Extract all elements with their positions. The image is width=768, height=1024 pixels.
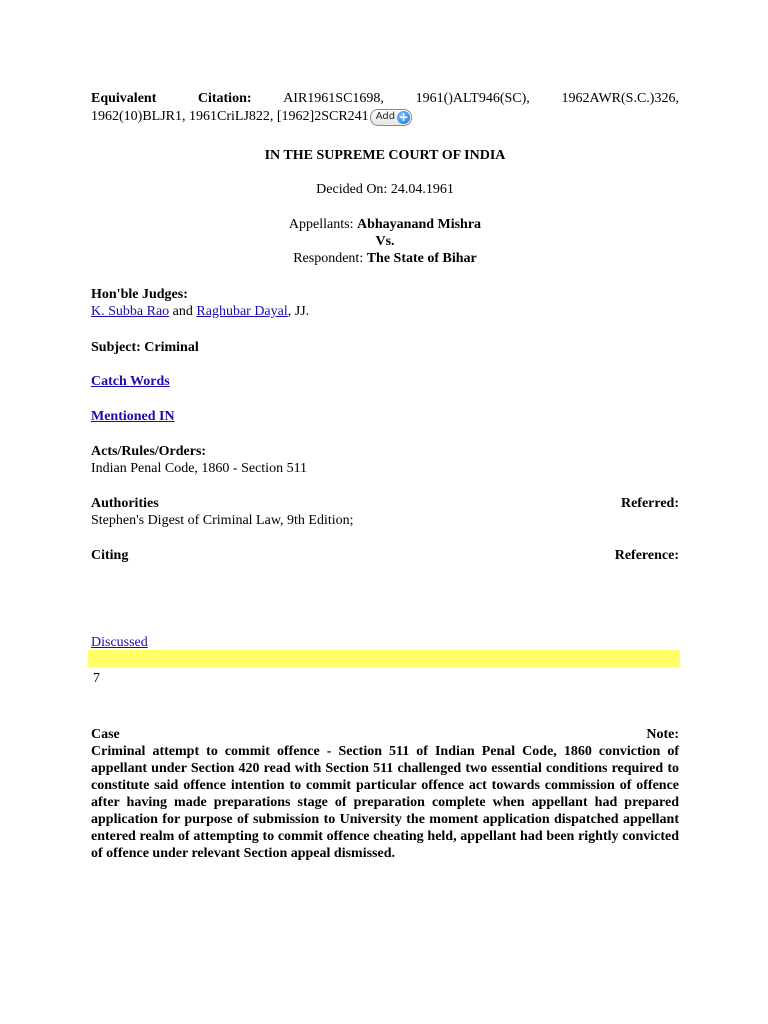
- citation-item: 1962AWR(S.C.)326,: [561, 91, 679, 106]
- citing-section: [91, 547, 679, 564]
- judges-section: [91, 286, 679, 320]
- appellants-name: Abhayanand Mishra: [356, 217, 482, 232]
- appellants-line: [91, 216, 679, 233]
- respondent-name: The State of Bihar: [366, 251, 477, 266]
- judge-link[interactable]: Raghubar Dayal: [196, 304, 288, 319]
- plus-circle-icon: +: [398, 109, 409, 124]
- catch-words-section: [91, 373, 679, 390]
- equivalent-citation: [91, 90, 679, 126]
- citation-line-2: [91, 108, 679, 126]
- authorities-section: [91, 495, 679, 529]
- citation-item: AIR1961SC1698,: [283, 91, 384, 106]
- citing-left: Citing: [91, 548, 129, 563]
- highlight-bar: [88, 650, 680, 667]
- judge-link[interactable]: K. Subba Rao: [91, 304, 170, 319]
- case-note-left: Case: [91, 727, 120, 742]
- mentioned-in-link[interactable]: Mentioned IN: [91, 409, 175, 424]
- discussed-count: 7: [93, 671, 100, 686]
- judges-line: [91, 303, 679, 320]
- discussed-link[interactable]: Discussed: [91, 635, 148, 650]
- respondent-line: [91, 250, 679, 267]
- respondent-label: Respondent:: [293, 251, 364, 266]
- case-note-heading: [91, 726, 679, 743]
- court-name: IN THE SUPREME COURT OF INDIA: [264, 148, 506, 163]
- mentioned-in-section: [91, 408, 679, 425]
- authorities-right: Referred:: [620, 496, 679, 511]
- judges-and: and: [172, 304, 193, 319]
- versus: Vs.: [375, 234, 395, 249]
- authorities-left: Authorities: [91, 496, 159, 511]
- authorities-text: Stephen's Digest of Criminal Law, 9th Edition;: [91, 513, 354, 528]
- subject: Subject: Criminal: [91, 340, 199, 355]
- acts-text: Indian Penal Code, 1860 - Section 511: [91, 461, 308, 476]
- citation-list: 1962(10)BLJR1, 1961CriLJ822, [1962]2SCR241: [91, 109, 369, 124]
- citing-right: Reference:: [614, 548, 679, 563]
- appellants-label: Appellants:: [288, 217, 354, 232]
- case-note-text: Criminal attempt to commit offence - Section 511 of Indian Penal Code, 1860 conviction of appellant under Section 420 read with Section 511 challenged two essential conditions required to constitute said offence intention to commit particular offence act towards commission of offence after having made preparations stage of preparation complete when appellant had prepared application for purpose of submission to University the moment application dispatched appellant entered realm of attempting to commit offence cheating held, appellant had been rightly convicted of offence under relevant Section appeal dismissed.: [91, 744, 679, 861]
- citation-line-1: [91, 90, 679, 108]
- add-label: Add: [375, 111, 396, 122]
- add-button[interactable]: [370, 109, 412, 126]
- acts-heading: Acts/Rules/Orders:: [91, 444, 207, 459]
- decided-date: Decided On: 24.04.1961: [316, 182, 454, 197]
- parties: [91, 216, 679, 267]
- citation-item: 1961()ALT946(SC),: [415, 91, 530, 106]
- judges-heading: Hon'ble Judges:: [91, 287, 188, 302]
- discussed-section: [91, 634, 679, 651]
- authorities-heading: [91, 495, 679, 512]
- catch-words-link[interactable]: Catch Words: [91, 374, 170, 389]
- case-note-right: Note:: [646, 727, 679, 742]
- case-note-section: [91, 726, 679, 862]
- citing-heading: [91, 547, 679, 564]
- citation-label: Equivalent Citation:: [91, 91, 252, 106]
- judges-suffix: , JJ.: [287, 304, 310, 319]
- acts-section: [91, 443, 679, 477]
